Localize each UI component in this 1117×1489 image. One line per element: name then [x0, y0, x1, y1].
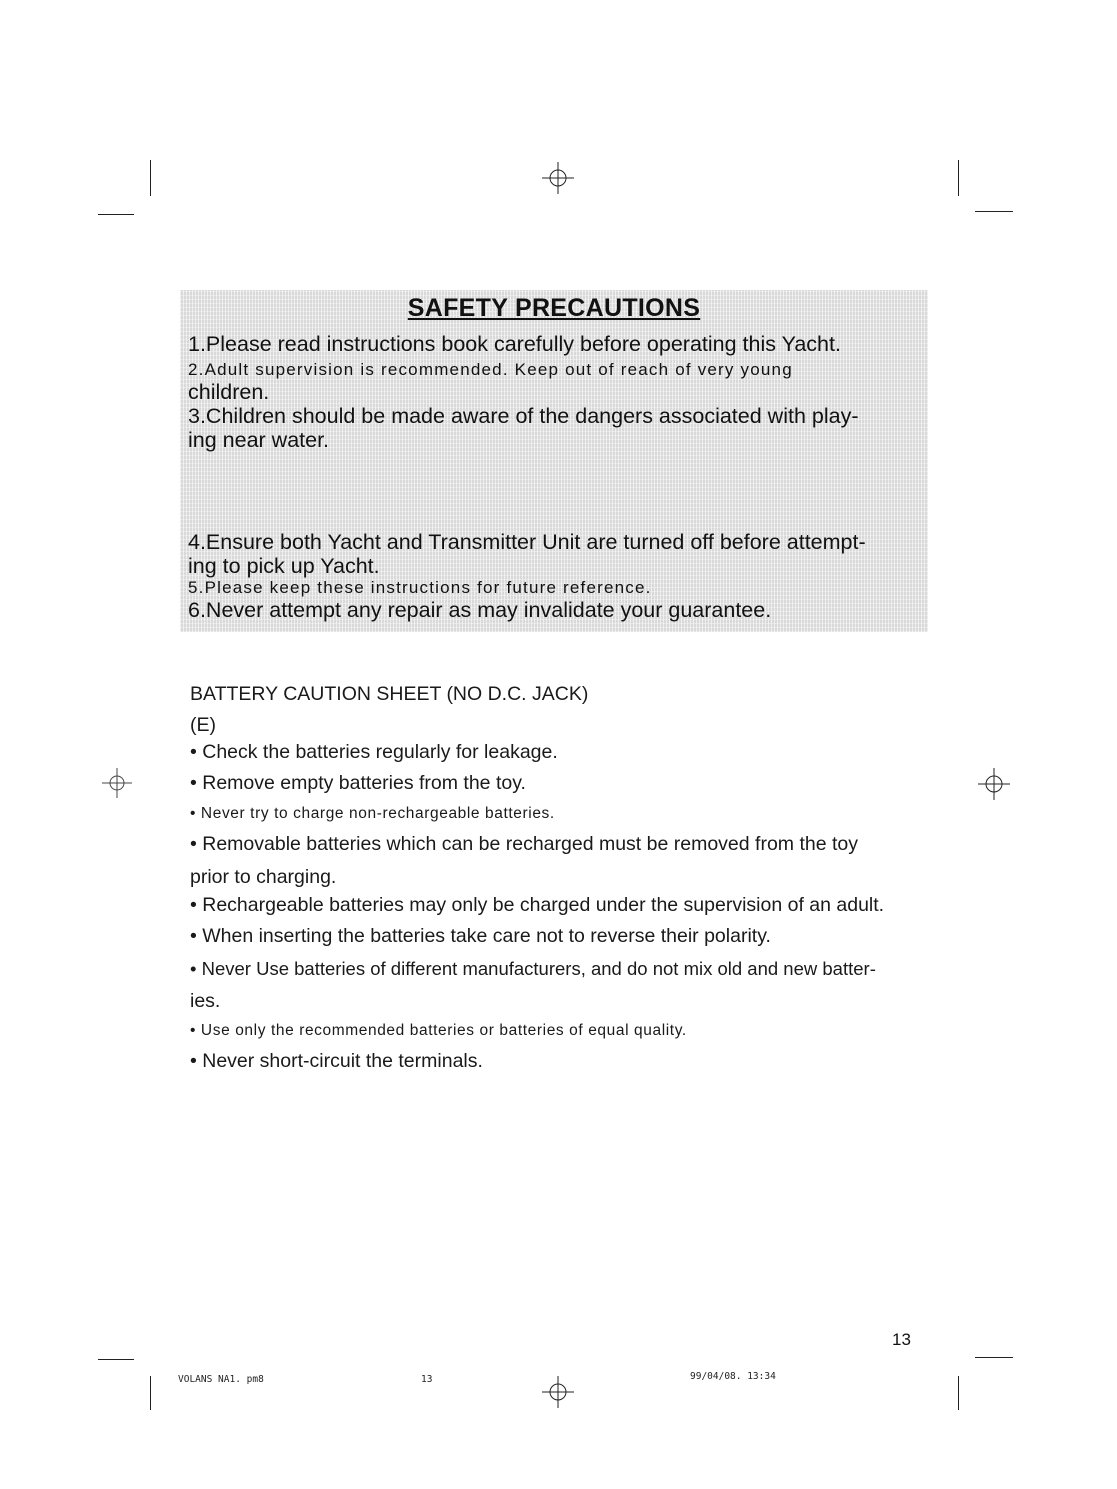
battery-item: • Rechargeable batteries may only be charged under the supervision of an adult.: [190, 894, 885, 916]
crop-mark: [98, 214, 134, 215]
crop-mark: [150, 160, 151, 196]
battery-item: • Removable batteries which can be recharged must be removed from the toy: [190, 833, 858, 855]
footer-filename: VOLANS NA1. pm8: [178, 1374, 264, 1385]
crop-mark: [958, 1376, 959, 1410]
safety-item-1: 1.Please read instructions book carefully before operating this Yacht.: [188, 332, 841, 356]
safety-item-4-cont: ing to pick up Yacht.: [188, 554, 380, 578]
battery-item-cont: prior to charging.: [190, 866, 337, 888]
registration-mark-icon: [540, 1374, 576, 1410]
battery-item: • Never Use batteries of different manufacturers, and do not mix old and new batter-: [190, 958, 876, 979]
safety-item-2: 2.Adult supervision is recommended. Keep out of reach of very young: [188, 360, 793, 379]
safety-item-3: 3.Children should be made aware of the dangers associated with play-: [188, 404, 859, 428]
crop-mark: [150, 1376, 151, 1410]
battery-item: • Never try to charge non-rechargeable batteries.: [190, 805, 555, 822]
battery-item: • Use only the recommended batteries or batteries of equal quality.: [190, 1022, 687, 1039]
safety-item-5: 5.Please keep these instructions for future reference.: [188, 578, 652, 597]
safety-item-2-cont: children.: [188, 380, 270, 404]
battery-item: • Never short-circuit the terminals.: [190, 1050, 483, 1072]
registration-mark-icon: [540, 160, 576, 196]
battery-lang: (E): [190, 714, 216, 736]
safety-item-4: 4.Ensure both Yacht and Transmitter Unit are turned off before attempt-: [188, 530, 866, 554]
crop-mark: [958, 160, 959, 196]
crop-mark: [98, 1359, 134, 1360]
footer-timestamp: 99/04/08. 13:34: [690, 1371, 776, 1382]
safety-title: SAFETY PRECAUTIONS: [407, 294, 701, 322]
battery-heading: BATTERY CAUTION SHEET (NO D.C. JACK): [190, 683, 589, 705]
crop-mark: [975, 211, 1013, 212]
battery-item: • When inserting the batteries take care not to reverse their polarity.: [190, 925, 771, 947]
battery-item: • Remove empty batteries from the toy.: [190, 772, 526, 794]
battery-item-cont: ies.: [190, 990, 221, 1012]
safety-precautions-box: [180, 290, 928, 632]
safety-item-6: 6.Never attempt any repair as may invalidate your guarantee.: [188, 598, 772, 622]
crop-mark: [975, 1357, 1013, 1358]
footer-page: 13: [421, 1374, 433, 1385]
safety-item-3-cont: ing near water.: [188, 428, 330, 452]
registration-mark-icon: [976, 766, 1012, 802]
page-number: 13: [892, 1330, 911, 1349]
registration-mark-icon: [100, 766, 134, 800]
battery-item: • Check the batteries regularly for leakage.: [190, 741, 558, 763]
